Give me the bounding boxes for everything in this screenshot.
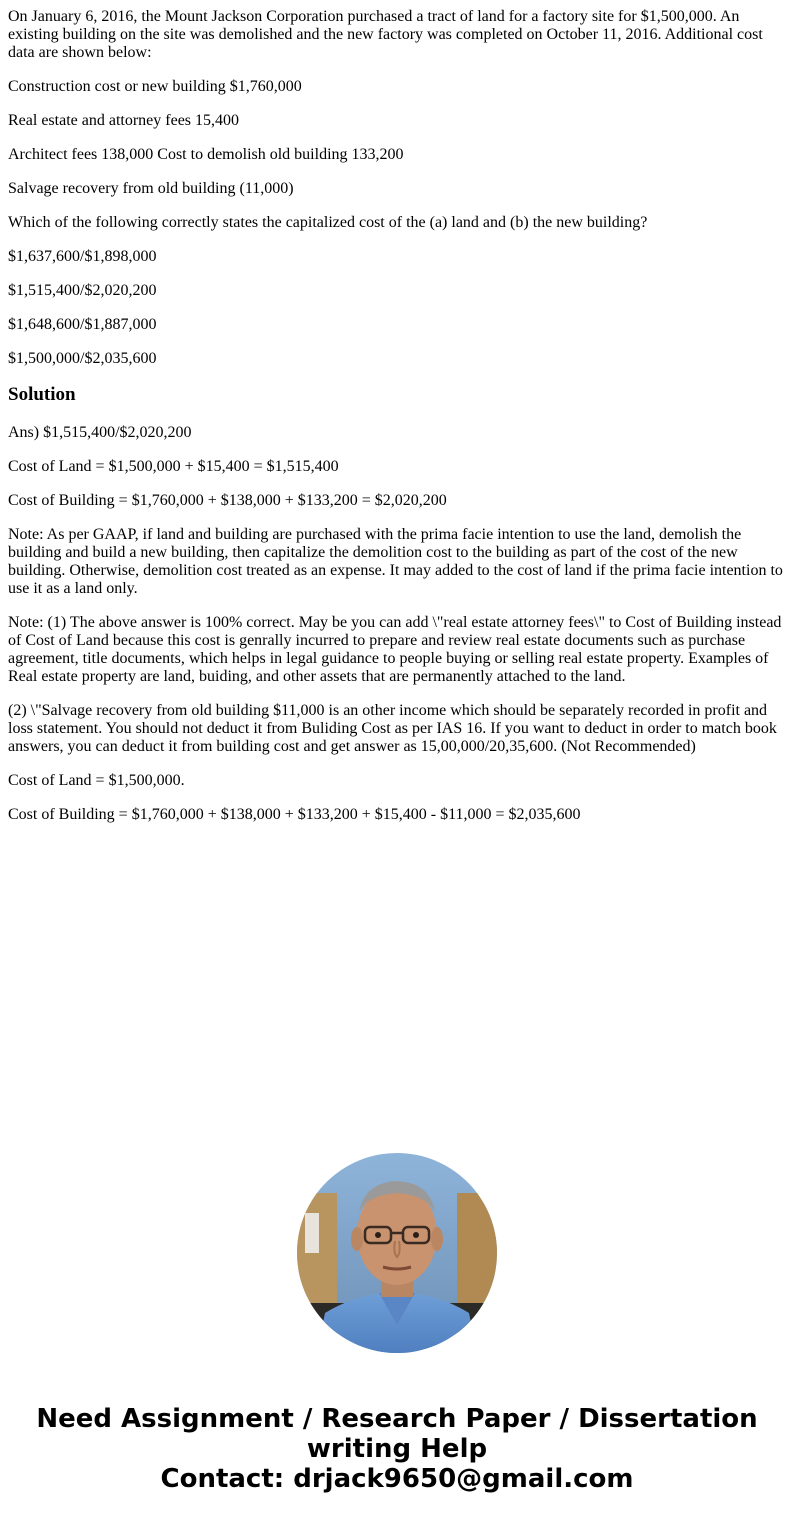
promo-line-2: writing Help [306,1434,488,1464]
alt-cost-of-building: Cost of Building = $1,760,000 + $138,000 + $133,200 + $15,400 - $11,000 = $2,035,600 [8,806,581,823]
cost-line-construction: Construction cost or new building $1,760,000 [8,78,302,95]
document-body [8,8,786,840]
answer-option: $1,637,600/$1,898,000 [8,248,157,265]
cost-of-land: Cost of Land = $1,500,000 + $15,400 = $1,515,400 [8,458,339,475]
solution-heading: Solution [8,384,76,405]
answer-option: $1,648,600/$1,887,000 [8,316,157,333]
promo-contact: Contact: drjack9650@gmail.com [160,1464,634,1494]
note-gaap: Note: As per GAAP, if land and building are purchased with the prima facie intention to use the land, demolish the building and build a new building, then capitalize the demolition cost to the building as part of the cost of the new building. Otherwise, demolition cost treated as an expense. It may added to the cost of land if the prima facie intention to use it as a land only. [8,526,783,597]
solution-answer: Ans) $1,515,400/$2,020,200 [8,424,192,441]
alt-cost-of-land: Cost of Land = $1,500,000. [8,772,185,789]
note-2: (2) \"Salvage recovery from old building $11,000 is an other income which should be separately recorded in profit and loss statement. You should not deduct it from Buliding Cost as per IAS 16. If you want to deduct in order to match book answers, you can deduct it from building cost and get answer as 15,00,000/20,35,600. (Not Recommended) [8,702,777,755]
answer-option: $1,515,400/$2,020,200 [8,282,157,299]
cost-line-salvage: Salvage recovery from old building (11,000) [8,180,294,197]
cost-line-fees: Real estate and attorney fees 15,400 [8,112,240,129]
author-avatar [297,1153,497,1353]
question-prompt: Which of the following correctly states the capitalized cost of the (a) land and (b) the new building? [8,214,648,231]
promo-line-1: Need Assignment / Research Paper / Dissertation [36,1404,758,1434]
answer-option: $1,500,000/$2,035,600 [8,350,157,367]
question-intro: On January 6, 2016, the Mount Jackson Corporation purchased a tract of land for a factory site for $1,500,000. An existing building on the site was demolished and the new factory was completed on October 11, 2016. Additional cost data are shown below: [8,8,763,61]
cost-line-architect-demolish: Architect fees 138,000 Cost to demolish old building 133,200 [8,146,404,163]
cost-of-building: Cost of Building = $1,760,000 + $138,000 + $133,200 = $2,020,200 [8,492,447,509]
promo-banner [0,1404,794,1494]
note-1: Note: (1) The above answer is 100% correct. May be you can add \"real estate attorney fees\" to Cost of Building instead of Cost of Land because this cost is genrally incurred to prepare and review real estate documents such as purchase agreement, title documents, which helps in legal guidance to people buying or selling real estate property. Examples of Real estate property are land, buiding, and other assets that are permanently attached to the land. [8,614,782,685]
author-photo [297,1153,497,1353]
